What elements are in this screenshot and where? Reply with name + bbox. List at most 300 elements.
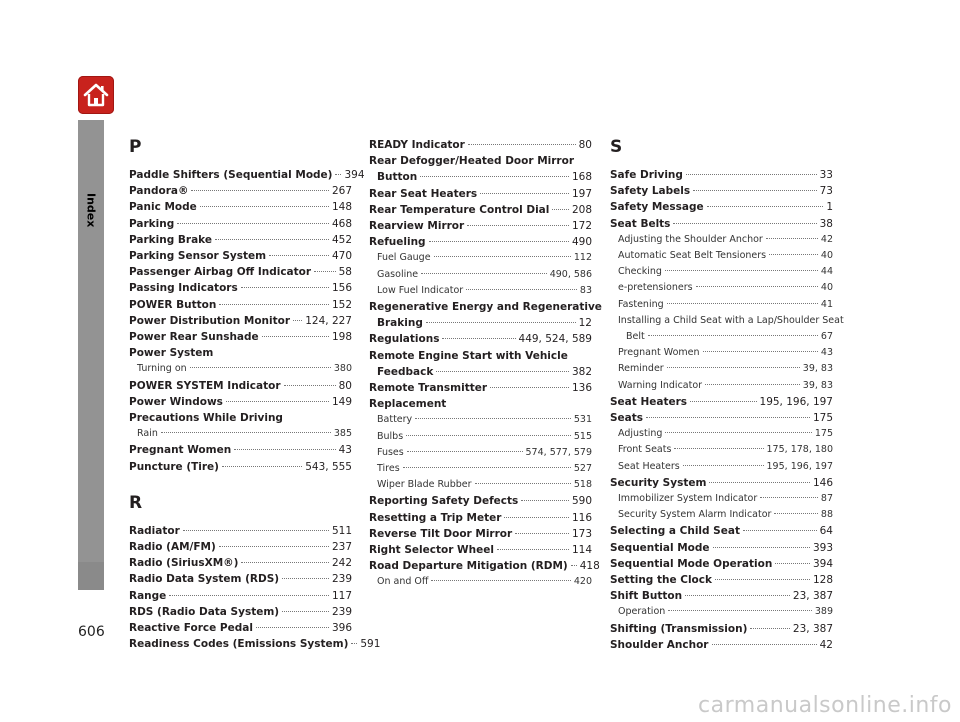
index-entry[interactable]: [610, 475, 833, 491]
entry-term: Battery: [377, 414, 413, 426]
entry-pages[interactable]: 146: [812, 476, 833, 489]
entry-term: Passing Indicators: [129, 282, 238, 295]
index-entry[interactable]: [129, 604, 352, 620]
index-entry[interactable]: [610, 199, 833, 215]
index-entry[interactable]: [129, 555, 352, 571]
index-subentry[interactable]: [369, 477, 592, 493]
index-entry[interactable]: [369, 526, 592, 542]
dot-leader: [241, 562, 328, 563]
entry-pages[interactable]: 80: [578, 139, 592, 151]
index-entry[interactable]: [129, 199, 352, 215]
index-column-3: [610, 137, 844, 653]
entry-pages[interactable]: 175: [814, 428, 833, 440]
index-entry[interactable]: [369, 186, 592, 202]
index-entry[interactable]: [129, 378, 352, 394]
entry-term: Passenger Airbag Off Indicator: [129, 266, 312, 279]
dot-leader: [335, 174, 341, 175]
entry-pages[interactable]: 172: [571, 220, 592, 233]
dot-leader: [707, 206, 824, 207]
dot-leader: [743, 530, 817, 531]
entry-term: Braking: [377, 317, 423, 330]
dot-leader: [406, 435, 571, 436]
entry-pages[interactable]: 393: [812, 541, 833, 554]
entry-pages[interactable]: 41: [820, 298, 833, 310]
entry-term: Power Windows: [129, 395, 223, 408]
entry-term: e-pretensioners: [618, 282, 693, 294]
dot-leader: [690, 401, 757, 402]
dot-leader: [169, 595, 329, 596]
page-number: 606: [78, 624, 105, 640]
dot-leader: [222, 466, 302, 467]
dot-leader: [431, 580, 570, 581]
dot-leader: [571, 565, 577, 566]
entry-pages[interactable]: 38: [819, 217, 833, 230]
entry-pages[interactable]: 136: [571, 382, 592, 395]
entry-pages[interactable]: 39, 83: [802, 379, 833, 391]
index-heading: Regenerative Energy and Regenerative: [369, 301, 602, 314]
entry-term: Puncture (Tire): [129, 460, 219, 473]
index-entry[interactable]: [129, 539, 352, 555]
index-entry[interactable]: [129, 183, 352, 199]
entry-term: Gasoline: [377, 268, 419, 280]
index-entry[interactable]: [610, 621, 833, 637]
entry-term: Selecting a Child Seat: [610, 525, 740, 538]
entry-pages[interactable]: 173: [571, 527, 592, 540]
entry-pages[interactable]: 83: [579, 284, 592, 296]
entry-pages[interactable]: 175, 178, 180: [766, 444, 833, 456]
dot-leader: [552, 209, 569, 210]
entry-term: Sequential Mode Operation: [610, 557, 773, 570]
entry-pages[interactable]: 42: [820, 233, 833, 245]
entry-pages[interactable]: 394: [812, 557, 833, 570]
home-icon: [82, 81, 110, 109]
entry-pages[interactable]: 23, 387: [792, 622, 833, 635]
dot-leader: [760, 497, 818, 498]
entry-pages[interactable]: 12: [578, 317, 592, 330]
dot-leader: [769, 254, 818, 255]
entry-pages[interactable]: 156: [331, 282, 352, 295]
dot-leader: [713, 547, 810, 548]
dot-leader: [712, 644, 817, 645]
entry-term: Readiness Codes (Emissions System): [129, 638, 349, 651]
entry-pages[interactable]: 515: [573, 430, 592, 442]
entry-pages[interactable]: 490, 586: [549, 268, 592, 280]
index-entry[interactable]: [369, 510, 592, 526]
index-subentry[interactable]: [369, 461, 592, 477]
index-entry[interactable]: [369, 234, 592, 250]
dot-leader: [284, 385, 336, 386]
entry-term: Feedback: [377, 365, 434, 378]
index-entry[interactable]: [610, 183, 833, 199]
dot-leader: [683, 465, 764, 466]
entry-term: Tires: [377, 463, 400, 475]
index-subentry[interactable]: [610, 442, 833, 458]
entry-term: Regulations: [369, 333, 440, 346]
entry-pages[interactable]: 396: [331, 622, 352, 635]
index-entry[interactable]: [129, 620, 352, 636]
index-subentry[interactable]: [610, 378, 833, 394]
dot-leader: [709, 482, 810, 483]
entry-term: Pandora®: [129, 185, 189, 198]
index-entry[interactable]: [610, 394, 833, 410]
index-entry[interactable]: [369, 542, 592, 558]
index-subentry[interactable]: [610, 361, 833, 377]
dot-leader: [234, 449, 335, 450]
index-subentry[interactable]: [610, 491, 833, 507]
dot-leader: [407, 451, 523, 452]
entry-pages[interactable]: 152: [331, 298, 352, 311]
index-entry[interactable]: [610, 167, 833, 183]
entry-pages[interactable]: 39, 83: [802, 363, 833, 375]
entry-term: POWER Button: [129, 298, 217, 311]
dot-leader: [183, 530, 329, 531]
index-entry[interactable]: [369, 364, 592, 380]
entry-pages[interactable]: 543, 555: [305, 460, 352, 473]
index-entry[interactable]: [129, 248, 352, 264]
dot-leader: [667, 303, 818, 304]
entry-pages[interactable]: 40: [820, 250, 833, 262]
index-entry[interactable]: [610, 540, 833, 556]
dot-leader: [766, 238, 818, 239]
entry-pages[interactable]: 239: [331, 573, 352, 586]
watermark: carmanualsonline.info: [698, 693, 952, 718]
entry-pages[interactable]: 242: [331, 557, 352, 570]
index-entry[interactable]: [129, 232, 352, 248]
entry-pages[interactable]: 40: [820, 282, 833, 294]
entry-term: Adjusting: [618, 428, 663, 440]
entry-pages[interactable]: 527: [573, 463, 592, 475]
entry-term: Reminder: [618, 363, 664, 375]
dot-leader: [282, 578, 329, 579]
index-subentry[interactable]: [610, 232, 833, 248]
section-letter-p: P: [129, 137, 142, 157]
entry-pages[interactable]: 128: [812, 574, 833, 587]
entry-pages[interactable]: 511: [331, 524, 352, 537]
index-subentry[interactable]: [129, 426, 352, 442]
entry-term: Radio (SiriusXM®): [129, 557, 239, 570]
index-entry[interactable]: [369, 202, 592, 218]
entry-term: RDS (Radio Data System): [129, 605, 280, 618]
entry-pages[interactable]: 394: [344, 169, 365, 181]
entry-term: Reactive Force Pedal: [129, 622, 253, 635]
entry-term: Reverse Tilt Door Mirror: [369, 527, 513, 540]
section-letter-s: S: [610, 137, 623, 157]
entry-term: Shifting (Transmission): [610, 622, 748, 635]
index-heading: Power System: [129, 347, 214, 360]
index-entry[interactable]: [610, 556, 833, 572]
entry-pages[interactable]: 23, 387: [792, 590, 833, 603]
index-entry[interactable]: [369, 218, 592, 234]
index-subentry[interactable]: [369, 250, 592, 266]
index-entry[interactable]: [129, 280, 352, 296]
entry-term: Parking Brake: [129, 233, 212, 246]
index-subentry[interactable]: [129, 361, 352, 377]
sidebar-label: Index: [84, 192, 98, 228]
index-column-2: [369, 137, 602, 591]
dot-leader: [421, 273, 547, 274]
entry-pages[interactable]: 33: [819, 169, 833, 181]
dot-leader: [715, 579, 810, 580]
entry-term: Fuel Gauge: [377, 252, 431, 264]
index-subentry[interactable]: [369, 574, 592, 590]
dot-leader: [646, 417, 810, 418]
index-entry[interactable]: [369, 169, 592, 185]
index-entry[interactable]: [129, 394, 352, 410]
entry-pages[interactable]: 590: [571, 495, 592, 508]
index-subentry[interactable]: [369, 267, 592, 283]
index-heading: Rear Defogger/Heated Door Mirror: [369, 155, 574, 168]
dot-leader: [686, 174, 817, 175]
entry-pages[interactable]: 87: [820, 493, 833, 505]
dot-leader: [665, 270, 818, 271]
entry-term: Paddle Shifters (Sequential Mode): [129, 169, 333, 181]
entry-term: Radio Data System (RDS): [129, 573, 280, 586]
dot-leader: [293, 320, 302, 321]
entry-term: Parking Sensor System: [129, 250, 267, 263]
index-entry[interactable]: [369, 315, 592, 331]
index-subentry[interactable]: [369, 429, 592, 445]
index-subentry[interactable]: [610, 459, 833, 475]
index-entry[interactable]: [369, 137, 592, 153]
entry-term: Fuses: [377, 446, 404, 458]
entry-pages[interactable]: 112: [573, 252, 592, 264]
entry-pages[interactable]: 237: [331, 541, 352, 554]
index-entry[interactable]: [610, 523, 833, 539]
index-entry[interactable]: [610, 637, 833, 653]
index-entry[interactable]: [129, 442, 352, 458]
dot-leader: [403, 467, 571, 468]
entry-term: Turning on: [137, 363, 187, 375]
index-subentry[interactable]: [610, 507, 833, 523]
entry-pages[interactable]: 195, 196, 197: [766, 460, 833, 472]
entry-pages[interactable]: 149: [331, 395, 352, 408]
dot-leader: [215, 239, 329, 240]
dot-leader: [436, 371, 569, 372]
entry-pages[interactable]: 88: [820, 509, 833, 521]
home-button[interactable]: [78, 76, 114, 114]
index-entry[interactable]: [129, 588, 352, 604]
entry-term: Radiator: [129, 524, 180, 537]
dot-leader: [693, 190, 817, 191]
index-entry[interactable]: [129, 297, 352, 313]
index-subentry[interactable]: [610, 426, 833, 442]
entry-pages[interactable]: 168: [571, 171, 592, 184]
index-entry[interactable]: [129, 264, 352, 280]
entry-pages[interactable]: 468: [331, 217, 352, 230]
dot-leader: [200, 206, 329, 207]
dot-leader: [668, 610, 812, 611]
dot-leader: [241, 287, 329, 288]
entry-pages[interactable]: 43: [820, 347, 833, 359]
entry-term: Bulbs: [377, 430, 404, 442]
dot-leader: [665, 432, 811, 433]
entry-term: Power Rear Sunshade: [129, 331, 259, 344]
dot-leader: [515, 533, 569, 534]
entry-pages[interactable]: 197: [571, 187, 592, 200]
dot-leader: [504, 517, 569, 518]
entry-pages[interactable]: 380: [333, 363, 352, 375]
index-entry[interactable]: [129, 636, 381, 652]
index-subentry[interactable]: [610, 280, 833, 296]
index-subentry[interactable]: [610, 345, 833, 361]
entry-term: Safe Driving: [610, 169, 683, 181]
entry-pages[interactable]: 73: [819, 185, 833, 198]
entry-term: POWER SYSTEM Indicator: [129, 379, 281, 392]
dot-leader: [475, 483, 571, 484]
dot-leader: [415, 418, 571, 419]
index-entry[interactable]: [129, 329, 352, 345]
entry-term: Checking: [618, 266, 662, 278]
dot-leader: [648, 335, 818, 336]
entry-pages[interactable]: 420: [573, 576, 592, 588]
entry-term: Button: [377, 171, 418, 184]
entry-term: Rear Seat Heaters: [369, 187, 478, 200]
dot-leader: [774, 513, 817, 514]
entry-pages[interactable]: 80: [338, 379, 352, 392]
entry-term: Refueling: [369, 236, 426, 249]
entry-term: Seat Heaters: [610, 395, 688, 408]
entry-term: Front Seats: [618, 444, 672, 456]
entry-pages[interactable]: 452: [331, 233, 352, 246]
entry-term: Rain: [137, 428, 158, 440]
entry-pages[interactable]: 64: [819, 525, 833, 538]
dot-leader: [490, 387, 569, 388]
entry-pages[interactable]: 114: [571, 544, 592, 557]
entry-pages[interactable]: 531: [573, 414, 592, 426]
index-entry[interactable]: [129, 167, 365, 183]
entry-pages[interactable]: 382: [571, 365, 592, 378]
dot-leader: [282, 611, 329, 612]
dot-leader: [497, 549, 569, 550]
entry-pages[interactable]: 43: [338, 444, 352, 457]
dot-leader: [673, 223, 816, 224]
entry-term: Pregnant Women: [618, 347, 700, 359]
entry-pages[interactable]: 148: [331, 201, 352, 214]
entry-term: Fastening: [618, 298, 664, 310]
index-entry[interactable]: [129, 459, 352, 475]
entry-pages[interactable]: 591: [360, 638, 381, 651]
entry-pages[interactable]: 58: [338, 266, 352, 279]
entry-pages[interactable]: 198: [331, 331, 352, 344]
entry-pages[interactable]: 385: [333, 428, 352, 440]
entry-term: Panic Mode: [129, 201, 197, 214]
dot-leader: [685, 595, 790, 596]
entry-term: Operation: [618, 606, 666, 618]
index-subentry[interactable]: [610, 248, 833, 264]
index-entry[interactable]: [369, 558, 600, 574]
dot-leader: [190, 367, 331, 368]
entry-term: Seat Heaters: [618, 460, 680, 472]
index-subentry[interactable]: [610, 604, 833, 620]
entry-term: Reporting Safety Defects: [369, 495, 519, 508]
index-subentry[interactable]: [610, 329, 833, 345]
index-heading: Replacement: [369, 398, 447, 411]
entry-pages[interactable]: 267: [331, 185, 352, 198]
entry-pages[interactable]: 175: [812, 412, 833, 425]
index-entry[interactable]: [129, 571, 352, 587]
entry-pages[interactable]: 42: [819, 638, 833, 651]
entry-pages[interactable]: 449, 524, 589: [518, 333, 592, 346]
dot-leader: [434, 256, 571, 257]
entry-pages[interactable]: 470: [331, 250, 352, 263]
entry-term: Seats: [610, 412, 644, 425]
entry-pages[interactable]: 574, 577, 579: [525, 446, 592, 458]
dot-leader: [674, 448, 763, 449]
index-entry[interactable]: [369, 331, 592, 347]
dot-leader: [521, 500, 569, 501]
dot-leader: [161, 432, 331, 433]
index-entry[interactable]: [129, 216, 352, 232]
entry-term: On and Off: [377, 576, 429, 588]
entry-pages[interactable]: 116: [571, 511, 592, 524]
index-subentry[interactable]: [610, 297, 833, 313]
entry-pages[interactable]: 67: [820, 331, 833, 343]
index-subentry[interactable]: [369, 445, 592, 461]
entry-pages[interactable]: 124, 227: [305, 314, 352, 327]
index-entry[interactable]: [610, 216, 833, 232]
dot-leader: [468, 144, 576, 145]
index-subentry[interactable]: [369, 412, 592, 428]
entry-term: Remote Transmitter: [369, 382, 488, 395]
dot-leader: [775, 563, 810, 564]
entry-term: Automatic Seat Belt Tensioners: [618, 250, 767, 262]
entry-pages[interactable]: 195, 196, 197: [759, 395, 833, 408]
index-entry[interactable]: [129, 523, 352, 539]
entry-pages[interactable]: 239: [331, 605, 352, 618]
dot-leader: [219, 546, 329, 547]
entry-pages[interactable]: 518: [573, 479, 592, 491]
index-entry[interactable]: [369, 493, 592, 509]
index-entry[interactable]: [369, 380, 592, 396]
entry-pages[interactable]: 1: [826, 201, 833, 214]
index-subentry[interactable]: [369, 283, 592, 299]
entry-term: Setting the Clock: [610, 574, 712, 587]
entry-pages[interactable]: 418: [579, 560, 600, 573]
entry-term: Wiper Blade Rubber: [377, 479, 472, 491]
dot-leader: [667, 367, 800, 368]
dot-leader: [703, 351, 818, 352]
dot-leader: [219, 304, 329, 305]
entry-term: Seat Belts: [610, 217, 671, 230]
entry-pages[interactable]: 117: [331, 589, 352, 602]
index-entry[interactable]: [610, 588, 833, 604]
entry-term: Adjusting the Shoulder Anchor: [618, 233, 763, 245]
entry-pages[interactable]: 208: [571, 203, 592, 216]
dot-leader: [442, 338, 515, 339]
index-entry[interactable]: [610, 410, 833, 426]
entry-term: Pregnant Women: [129, 444, 232, 457]
sidebar-tab-marker: [78, 562, 104, 590]
index-subentry[interactable]: [610, 264, 833, 280]
entry-term: Range: [129, 589, 167, 602]
dot-leader: [426, 322, 576, 323]
entry-term: Belt: [626, 331, 645, 343]
entry-term: Rear Temperature Control Dial: [369, 203, 550, 216]
index-heading: Remote Engine Start with Vehicle: [369, 349, 568, 362]
dot-leader: [750, 628, 790, 629]
dot-leader: [351, 643, 357, 644]
entry-term: Security System Alarm Indicator: [618, 509, 772, 521]
entry-term: Right Selector Wheel: [369, 544, 494, 557]
entry-pages[interactable]: 490: [571, 236, 592, 249]
index-entry[interactable]: [129, 313, 352, 329]
entry-pages[interactable]: 44: [820, 266, 833, 278]
dot-leader: [705, 384, 800, 385]
entry-pages[interactable]: 389: [814, 606, 833, 618]
index-entry[interactable]: [610, 572, 833, 588]
entry-term: Low Fuel Indicator: [377, 284, 464, 296]
entry-term: Shift Button: [610, 590, 683, 603]
